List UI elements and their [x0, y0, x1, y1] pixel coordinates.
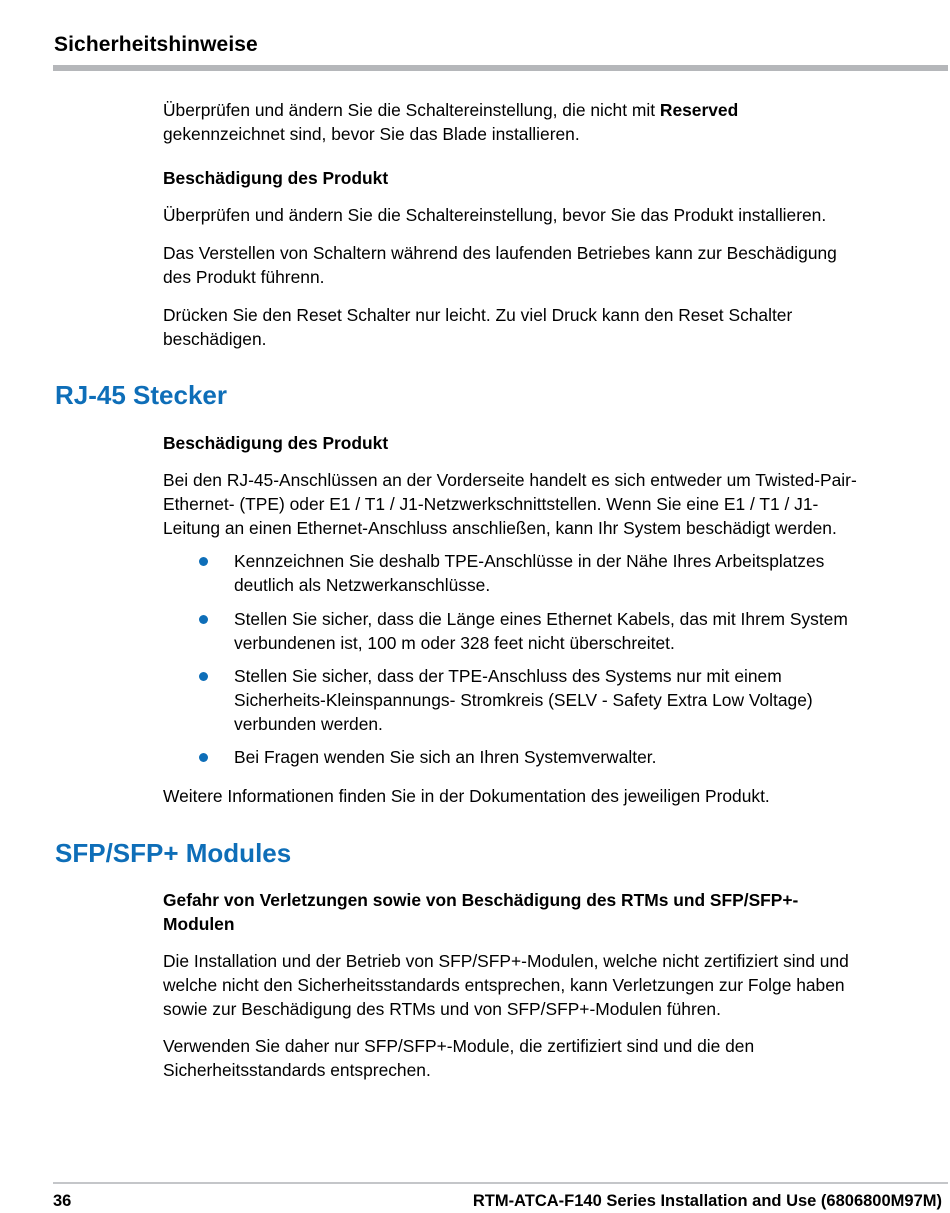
footer-rule	[53, 1182, 948, 1184]
rj45-paragraph-2: Weitere Informationen finden Sie in der Dokumentation des jeweiligen Produkt.	[163, 786, 770, 806]
sfp-warning-line2: Modulen	[163, 914, 235, 934]
sfp-p1-line1: Die Installation und der Betrieb von SFP/SFP+-Modulen, welche nicht zertifiziert sind und	[163, 951, 849, 971]
bullet-line: verbunden werden.	[234, 714, 383, 734]
intro-paragraph-4	[163, 303, 945, 351]
rj45-warning-title: Beschädigung des Produkt	[163, 433, 389, 453]
rj45-p1-line3: Leitung an einen Ethernet-Anschluss anschließen, kann Ihr System beschädigt werden.	[163, 518, 837, 538]
footer-document-title: RTM-ATCA-F140 Series Installation and Use (6806800M97M)	[472, 1192, 942, 1210]
intro-paragraph-2: Überprüfen und ändern Sie die Schaltereinstellung, bevor Sie das Produkt installieren.	[163, 205, 827, 225]
bullet-line: Kennzeichnen Sie deshalb TPE-Anschlüsse in der Nähe Ihres Arbeitsplatzes	[234, 551, 825, 571]
bullet-dot-icon	[199, 615, 208, 624]
sfp-paragraph-1	[163, 949, 945, 1021]
sfp-section-heading: SFP/SFP+ Modules	[55, 838, 292, 868]
bullet-line: Bei Fragen wenden Sie sich an Ihren Systemverwalter.	[234, 747, 657, 767]
sfp-p1-line2: welche nicht den Sicherheitsstandards entsprechen, kann Verletzungen zur Folge haben	[163, 975, 845, 995]
intro-paragraph-3	[163, 241, 945, 289]
intro-p3-line1: Das Verstellen von Schaltern während des laufenden Betriebes kann zur Beschädigung	[163, 243, 837, 263]
bullet-dot-icon	[199, 557, 208, 566]
sfp-warning-title	[163, 888, 945, 936]
sfp-p1-line3: sowie zur Beschädigung des RTMs und von SFP/SFP+-Modulen führen.	[163, 999, 721, 1019]
bullet-line: Stellen Sie sicher, dass die Länge eines Ethernet Kabels, das mit Ihrem System	[234, 609, 848, 629]
header-rule	[53, 65, 948, 71]
sfp-warning-line1: Gefahr von Verletzungen sowie von Beschädigung des RTMs und SFP/SFP+-	[163, 890, 799, 910]
sfp-paragraph-2	[163, 1034, 945, 1082]
intro-p1-text: Überprüfen und ändern Sie die Schaltereinstellung, die nicht mit	[163, 100, 660, 120]
bullet-line: verbundenen ist, 100 m oder 328 feet nicht überschreitet.	[234, 633, 675, 653]
rj45-p1-line2: Ethernet- (TPE) oder E1 / T1 / J1-Netzwerkschnittstellen. Wenn Sie eine E1 / T1 / J1-	[163, 494, 819, 514]
rj45-paragraph-1	[163, 468, 945, 540]
intro-p3-line2: des Produkt führenn.	[163, 267, 325, 287]
rj45-section-heading: RJ-45 Stecker	[55, 380, 227, 410]
bullet-line: Stellen Sie sicher, dass der TPE-Anschluss des Systems nur mit einem	[234, 666, 782, 686]
bullet-line: deutlich als Netzwerkanschlüsse.	[234, 575, 491, 595]
intro-warning-title: Beschädigung des Produkt	[163, 168, 389, 188]
intro-p4-line2: beschädigen.	[163, 329, 267, 349]
bullet-line: Sicherheits-Kleinspannungs- Stromkreis (SELV - Safety Extra Low Voltage)	[234, 690, 813, 710]
sfp-p2-line1: Verwenden Sie daher nur SFP/SFP+-Module, die zertifiziert sind und die den	[163, 1036, 755, 1056]
page-number: 36	[53, 1192, 72, 1210]
running-header-title: Sicherheitshinweise	[54, 33, 258, 56]
sfp-p2-line2: Sicherheitsstandards entsprechen.	[163, 1060, 431, 1080]
intro-p1-line2: gekennzeichnet sind, bevor Sie das Blade installieren.	[163, 124, 580, 144]
bullet-dot-icon	[199, 672, 208, 681]
intro-p4-line1: Drücken Sie den Reset Schalter nur leicht. Zu viel Druck kann den Reset Schalter	[163, 305, 793, 325]
bullet-dot-icon	[199, 753, 208, 762]
intro-paragraph-1	[163, 98, 945, 146]
reserved-keyword: Reserved	[659, 100, 739, 120]
rj45-p1-line1: Bei den RJ-45-Anschlüssen an der Vorderseite handelt es sich entweder um Twisted-Pair-	[163, 470, 857, 490]
